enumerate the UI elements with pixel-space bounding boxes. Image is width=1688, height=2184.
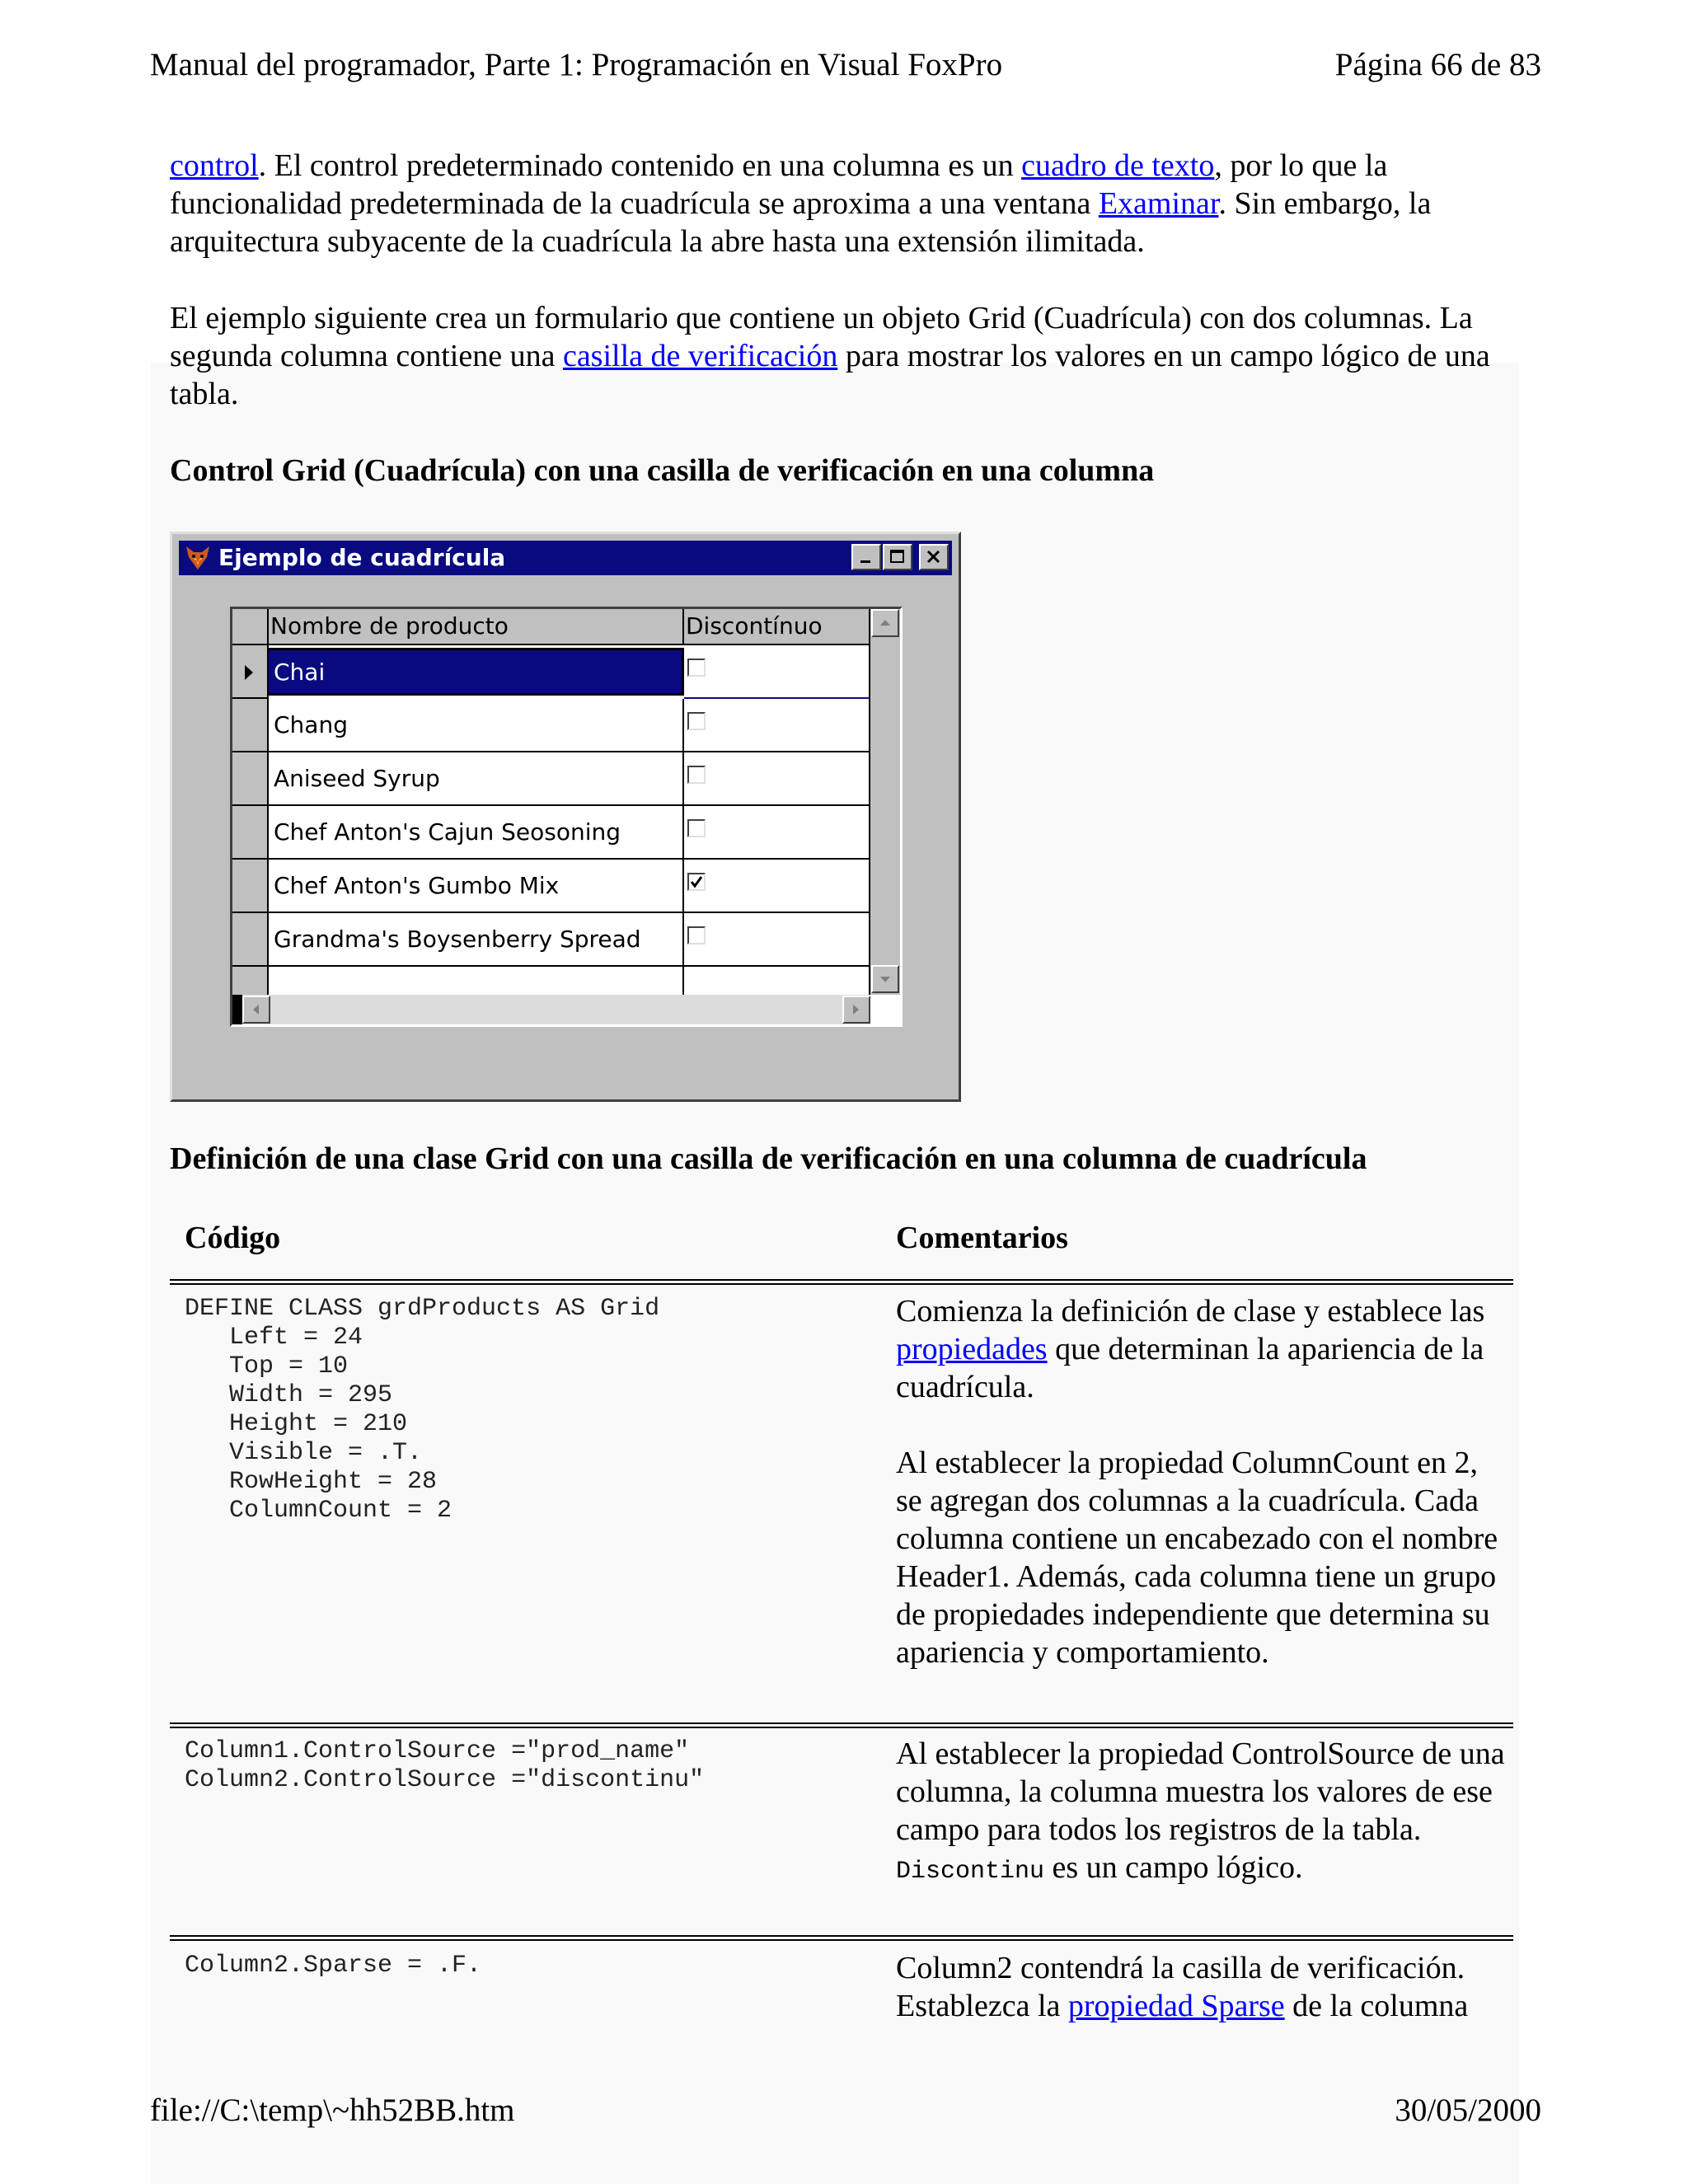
checkmark-icon [689, 874, 706, 891]
discontinued-checkbox[interactable] [687, 712, 706, 730]
maximize-button[interactable] [883, 544, 912, 570]
comment-paragraph: Al establecer la propiedad ControlSource de una columna, la columna muestra los valores de ese campo para todos los registros de la tabla. [896, 1736, 1505, 1847]
grid-cell-name[interactable]: Grandma's Boysenberry Spread [269, 913, 684, 967]
scroll-left-button[interactable] [242, 996, 270, 1024]
minimize-button[interactable] [851, 544, 881, 570]
link-examinar[interactable]: Examinar [1098, 186, 1219, 221]
grid-cell-checkbox [684, 806, 870, 860]
discontinued-checkbox[interactable] [687, 873, 706, 891]
row-selector[interactable] [232, 645, 269, 699]
grid-cell-checkbox [684, 645, 870, 699]
column-header-discontinuo[interactable]: Discontínuo [684, 609, 870, 645]
text: . Sin embargo, la arquitectura subyacente de la cuadrícula la abre hasta una extensión ilimitada. [170, 186, 1432, 259]
code-block: Column2.Sparse = .F. [185, 1952, 482, 1980]
column-header-nombre[interactable]: Nombre de producto [269, 609, 684, 645]
row-selector[interactable] [232, 806, 269, 860]
grid-cell-checkbox [684, 752, 870, 806]
comment-block [896, 1292, 1506, 1671]
scroll-down-button[interactable] [871, 965, 899, 993]
current-row-arrow-icon [242, 663, 256, 682]
text: . El control predeterminado contenido en una columna es un [258, 148, 1022, 183]
comment-paragraph [896, 1849, 1506, 1891]
file-path: file://C:\temp\~hh52BB.htm [150, 2093, 515, 2128]
divider [170, 1722, 1513, 1728]
grid-cell-name[interactable]: Chai [269, 648, 684, 696]
grid-cell-checkbox [684, 913, 870, 967]
comment-block [896, 1949, 1506, 2025]
close-button[interactable] [919, 544, 949, 570]
document-title: Manual del programador, Parte 1: Programación en Visual FoxPro [150, 47, 1003, 82]
print-date: 30/05/2000 [1395, 2093, 1541, 2128]
grid-cell-empty [684, 967, 870, 995]
arrow-left-icon [250, 1003, 263, 1016]
page-footer [150, 2092, 1541, 2136]
link-cuadro-de-texto[interactable]: cuadro de texto [1021, 148, 1215, 183]
arrow-right-icon [850, 1003, 863, 1016]
discontinued-checkbox[interactable] [687, 658, 706, 677]
text: Comienza la definición de clase y establece las [896, 1294, 1485, 1329]
section-heading: Control Grid (Cuadrícula) con una casilla de verificación en una columna [170, 453, 1155, 488]
comment-block [896, 1735, 1506, 1891]
paragraph-example [170, 299, 1522, 413]
row-selector[interactable] [232, 913, 269, 967]
link-control[interactable]: control [170, 148, 259, 183]
arrow-up-icon [879, 616, 892, 630]
text: de la columna [1284, 1989, 1469, 2023]
scrollbar-corner [870, 995, 900, 1024]
text: para mostrar los valores en un campo lógico de una tabla. [170, 339, 1490, 411]
scrollbar-divider [232, 995, 242, 1024]
row-selector[interactable] [232, 967, 269, 995]
link-propiedades[interactable]: propiedades [896, 1332, 1048, 1366]
section-heading: Definición de una clase Grid con una casilla de verificación en una columna de cuadrícula [170, 1141, 1367, 1176]
row-selector[interactable] [232, 752, 269, 806]
scroll-up-button[interactable] [871, 609, 899, 637]
grid-corner-header [232, 609, 269, 645]
grid-cell-checkbox [684, 860, 870, 913]
row-selector[interactable] [232, 699, 269, 752]
vertical-scrollbar[interactable] [870, 609, 900, 995]
example-window [170, 532, 961, 1102]
text: Column2 contendrá la casilla de verificación. Establezca la [896, 1951, 1465, 2023]
inline-code: Discontinu [896, 1858, 1045, 1886]
discontinued-checkbox[interactable] [687, 766, 706, 784]
grid-cell-name[interactable]: Aniseed Syrup [269, 752, 684, 806]
text: que determinan la apariencia de la cuadrícula. [896, 1332, 1484, 1404]
grid-cell-name[interactable]: Chang [269, 699, 684, 752]
text: , por lo que la funcionalidad predeterminada de la cuadrícula se aproxima a una ventana [170, 148, 1388, 221]
grid-cells [232, 609, 870, 995]
foxpro-icon [184, 544, 212, 572]
discontinued-checkbox[interactable] [687, 926, 706, 944]
divider [170, 1279, 1513, 1285]
grid-cell-checkbox [684, 699, 870, 752]
text: es un campo lógico. [1044, 1850, 1303, 1885]
code-block: DEFINE CLASS grdProducts AS Grid Left = 24 Top = 10 Width = 295 Height = 210 Visible = .T. RowHeight = 28 ColumnCount = 2 [185, 1295, 660, 1525]
comment-paragraph: Al establecer la propiedad ColumnCount en 2, se agregan dos columnas a la cuadrícula. Cada columna contiene un encabezado con el nombre Header1. Además, cada columna tiene un grupo de propiedades independiente que determina su apariencia y comportamiento. [896, 1446, 1498, 1670]
scroll-right-button[interactable] [842, 996, 870, 1024]
comment-paragraph [896, 1949, 1506, 2025]
page-number: Página 66 de 83 [1334, 47, 1541, 82]
code-block: Column1.ControlSource ="prod_name" Column2.ControlSource ="discontinu" [185, 1737, 705, 1794]
grid-cell-name[interactable]: Chef Anton's Cajun Seosoning [269, 806, 684, 860]
discontinued-checkbox[interactable] [687, 819, 706, 837]
link-casilla-de-verificacion[interactable]: casilla de verificación [562, 339, 838, 373]
grid-cell-empty [269, 967, 684, 995]
text: El ejemplo siguiente crea un formulario que contiene un objeto Grid (Cuadrícula) con dos columnas. La segunda columna contiene una [170, 301, 1473, 373]
column-header-codigo: Código [185, 1221, 281, 1255]
link-propiedad-sparse[interactable]: propiedad Sparse [1067, 1989, 1285, 2023]
arrow-down-icon [879, 972, 892, 986]
horizontal-scrollbar[interactable] [232, 995, 870, 1024]
grid-cell-name[interactable]: Chef Anton's Gumbo Mix [269, 860, 684, 913]
comment-paragraph [896, 1292, 1506, 1406]
column-header-comentarios: Comentarios [896, 1221, 1068, 1255]
window-title: Ejemplo de cuadrícula [218, 544, 506, 571]
window-titlebar [179, 541, 952, 575]
paragraph-intro [170, 147, 1522, 260]
page-header [150, 46, 1541, 91]
products-grid[interactable] [230, 607, 903, 1027]
row-selector[interactable] [232, 860, 269, 913]
divider [170, 1935, 1513, 1941]
